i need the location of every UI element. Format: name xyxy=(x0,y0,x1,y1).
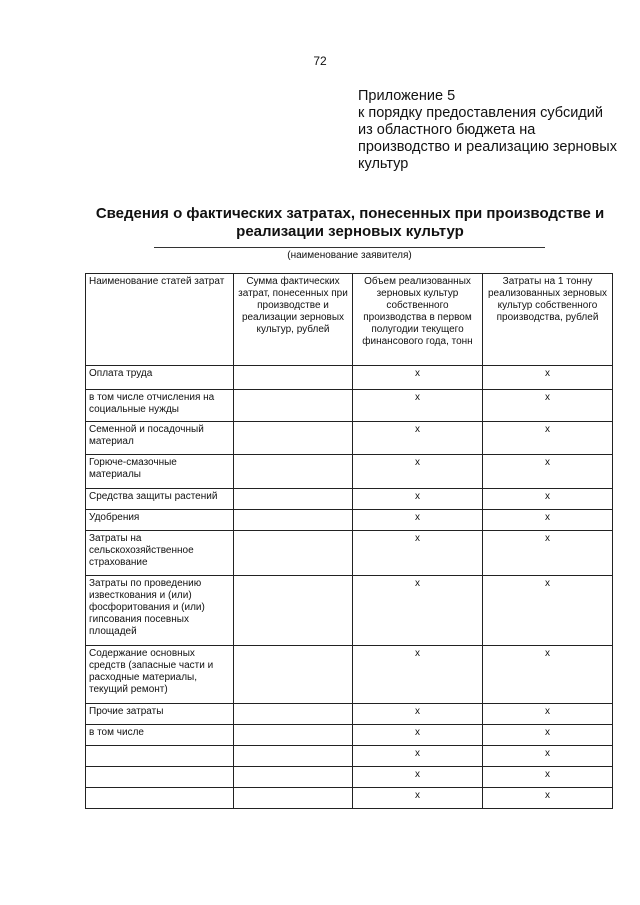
appendix-line: к порядку предоставления субсидий xyxy=(358,105,603,121)
table-row xyxy=(86,489,613,510)
amount-cell[interactable] xyxy=(234,746,353,767)
cost-item-name: Оплата труда xyxy=(86,366,234,390)
cost-item-name: Затраты по проведению известкования и (или) фосфоритования и (или) гипсования посевных площадей xyxy=(86,576,234,646)
per-ton-cell: x xyxy=(483,455,613,489)
page-number: 72 xyxy=(313,54,327,68)
cost-item-name: Семенной и посадочный материал xyxy=(86,422,234,455)
table-row xyxy=(86,390,613,422)
volume-cell: x xyxy=(353,725,483,746)
cost-item-name: Содержание основных средств (запасные части и расходные материалы, текущий ремонт) xyxy=(86,646,234,704)
per-ton-cell: x xyxy=(483,646,613,704)
amount-cell[interactable] xyxy=(234,366,353,390)
header-cost-per-ton: Затраты на 1 тонну реализованных зерновых культур собственного производства, рублей xyxy=(483,274,613,366)
per-ton-cell: x xyxy=(483,390,613,422)
cost-item-name: Горюче-смазочные материалы xyxy=(86,455,234,489)
volume-cell: x xyxy=(353,422,483,455)
per-ton-cell: x xyxy=(483,366,613,390)
table-row xyxy=(86,510,613,531)
table-row xyxy=(86,704,613,725)
amount-cell[interactable] xyxy=(234,455,353,489)
volume-cell: x xyxy=(353,746,483,767)
per-ton-cell: x xyxy=(483,489,613,510)
amount-cell[interactable] xyxy=(234,510,353,531)
appendix-line: Приложение 5 xyxy=(358,88,456,104)
per-ton-cell: x xyxy=(483,422,613,455)
amount-cell[interactable] xyxy=(234,576,353,646)
amount-cell[interactable] xyxy=(234,489,353,510)
cost-item-name[interactable] xyxy=(86,788,234,809)
cost-item-name: в том числе отчисления на социальные нужды xyxy=(86,390,234,422)
volume-cell: x xyxy=(353,455,483,489)
document-title-line-1: Сведения о фактических затратах, понесенных при производстве и xyxy=(95,205,605,222)
header-cost-item: Наименование статей затрат xyxy=(86,274,234,366)
amount-cell[interactable] xyxy=(234,725,353,746)
amount-cell[interactable] xyxy=(234,788,353,809)
document-title-line-2: реализации зерновых культур xyxy=(236,223,464,240)
appendix-reference xyxy=(358,88,628,173)
appendix-line: производство и реализацию зерновых xyxy=(358,139,617,155)
header-actual-amount: Сумма фактических затрат, понесенных при производстве и реализации зерновых культур, рублей xyxy=(234,274,353,366)
volume-cell: x xyxy=(353,646,483,704)
applicant-name-field[interactable] xyxy=(154,247,545,261)
volume-cell: x xyxy=(353,510,483,531)
appendix-line: из областного бюджета на xyxy=(358,122,536,138)
table-row xyxy=(86,767,613,788)
volume-cell: x xyxy=(353,788,483,809)
per-ton-cell: x xyxy=(483,767,613,788)
table-header-row xyxy=(86,274,613,366)
amount-cell[interactable] xyxy=(234,646,353,704)
amount-cell[interactable] xyxy=(234,704,353,725)
volume-cell: x xyxy=(353,531,483,576)
applicant-name-caption: (наименование заявителя) xyxy=(287,250,412,261)
volume-cell: x xyxy=(353,390,483,422)
volume-cell: x xyxy=(353,366,483,390)
per-ton-cell: x xyxy=(483,531,613,576)
amount-cell[interactable] xyxy=(234,767,353,788)
volume-cell: x xyxy=(353,767,483,788)
table-row xyxy=(86,455,613,489)
cost-item-name[interactable] xyxy=(86,746,234,767)
per-ton-cell: x xyxy=(483,510,613,531)
cost-item-name: в том числе xyxy=(86,725,234,746)
per-ton-cell: x xyxy=(483,725,613,746)
volume-cell: x xyxy=(353,489,483,510)
amount-cell[interactable] xyxy=(234,422,353,455)
per-ton-cell: x xyxy=(483,746,613,767)
amount-cell[interactable] xyxy=(234,531,353,576)
volume-cell: x xyxy=(353,704,483,725)
table-row xyxy=(86,576,613,646)
table-row xyxy=(86,725,613,746)
volume-cell: x xyxy=(353,576,483,646)
amount-cell[interactable] xyxy=(234,390,353,422)
cost-item-name[interactable] xyxy=(86,767,234,788)
table-row xyxy=(86,646,613,704)
document-title xyxy=(80,205,620,241)
table-row xyxy=(86,531,613,576)
costs-table xyxy=(85,273,613,809)
cost-item-name: Затраты на сельскохозяйственное страхование xyxy=(86,531,234,576)
cost-item-name: Удобрения xyxy=(86,510,234,531)
per-ton-cell: x xyxy=(483,576,613,646)
cost-item-name: Средства защиты растений xyxy=(86,489,234,510)
cost-item-name: Прочие затраты xyxy=(86,704,234,725)
per-ton-cell: x xyxy=(483,788,613,809)
appendix-line: культур xyxy=(358,156,409,172)
table-row xyxy=(86,788,613,809)
table-row xyxy=(86,746,613,767)
per-ton-cell: x xyxy=(483,704,613,725)
table-row xyxy=(86,366,613,390)
table-row xyxy=(86,422,613,455)
header-sold-volume: Объем реализованных зерновых культур собственного производства в первом полугодии текущего финансового года, тонн xyxy=(353,274,483,366)
